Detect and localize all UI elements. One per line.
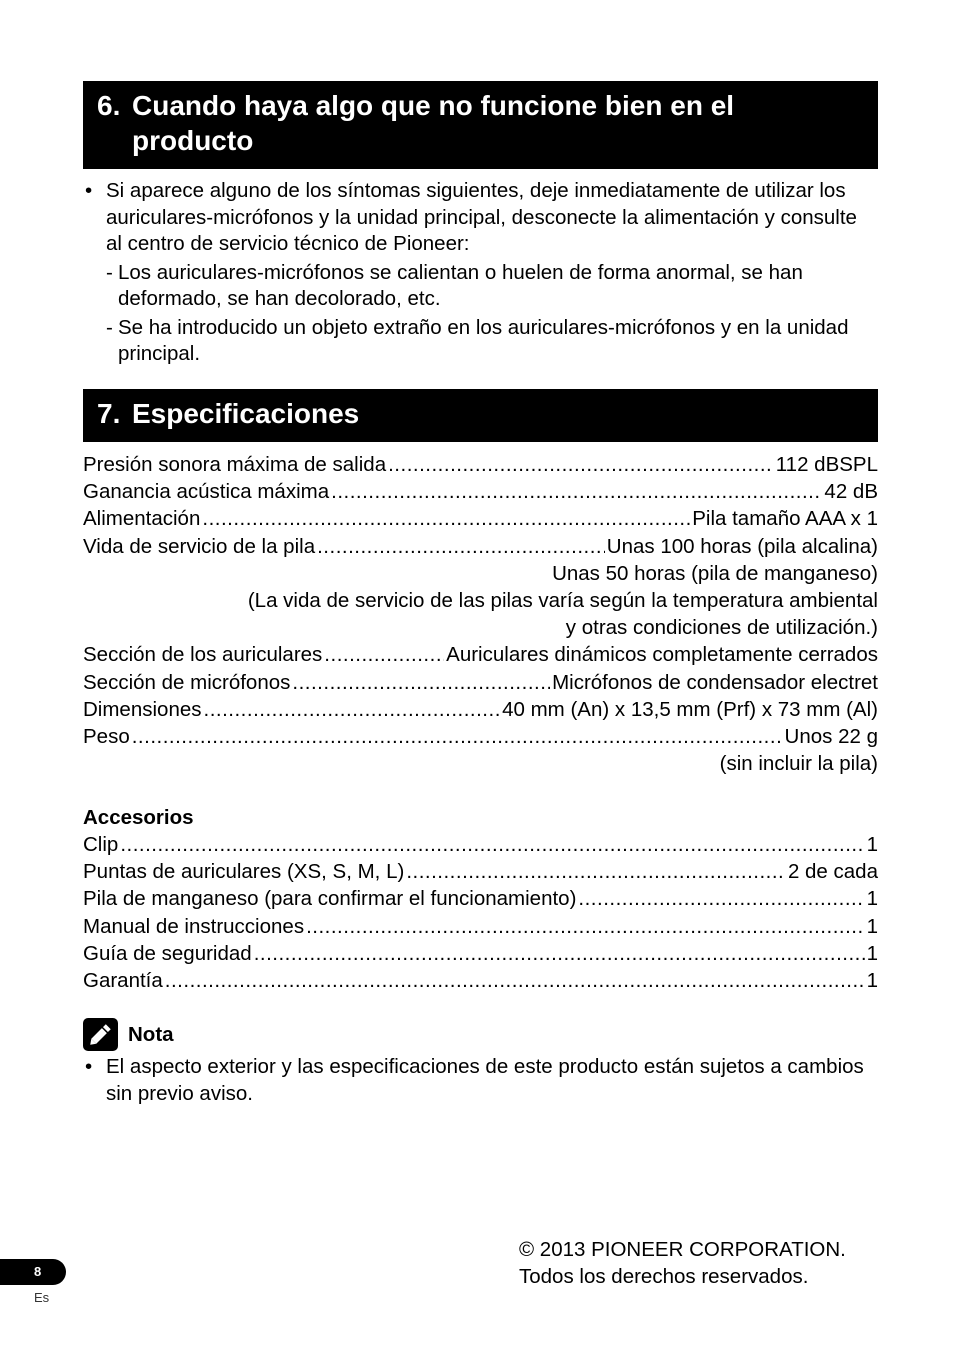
bullet-dot: • [85,1055,93,1078]
language-code: Es [34,1290,50,1305]
copyright-line1: © 2013 PIONEER CORPORATION. [519,1238,846,1261]
note-body [83,1054,878,1107]
bullet-item [83,1054,878,1107]
accessory-label: Guía de seguridad [83,941,252,965]
accessory-row [83,967,878,994]
spec-continuation: y otras condiciones de utilización.) [565,616,878,640]
bullet-item [83,178,878,258]
spec-label: Alimentación [83,507,201,531]
section-7-heading [83,389,878,442]
accessory-row [83,940,878,967]
spec-continuation: (La vida de servicio de las pilas varía según la temperatura ambiental [247,588,878,612]
bullet-dot: • [85,179,93,202]
spec-label: Presión sonora máxima de salida [83,453,387,476]
spec-label: Sección de micrófonos [83,670,291,694]
spec-row [83,641,878,668]
spec-continuation: Unas 50 horas (pila de manganeso) [552,561,878,585]
pencil-icon [83,1018,118,1051]
spec-label: Vida de servicio de la pila [83,534,316,558]
accessory-row [83,885,878,912]
accessory-value: 1 [866,833,878,856]
spec-row [83,505,878,532]
accessory-value: 1 [866,968,878,992]
copyright [519,1236,846,1290]
sub-item-text: Los auriculares-micrófonos se calientan o huelen de forma anormal, se han deformado, se han decolorado, etc. [118,260,803,310]
section-6-number: 6. [97,90,121,121]
spec-label: Sección de los auriculares [83,643,323,667]
accessory-label: Pila de manganeso (para confirmar el funcionamiento) [83,887,577,911]
accessories-heading: Accesorios [83,806,194,829]
spec-row [83,669,878,696]
spec-label: Peso [83,724,130,748]
spec-label: Ganancia acústica máxima [83,480,330,504]
spec-value: Micrófonos de condensador electret [552,670,878,694]
section-6-title-line1: Cuando haya algo que no funcione bien en el [132,90,735,121]
accessory-value: 1 [866,941,878,965]
copyright-line2: Todos los derechos reservados. [519,1265,809,1288]
accessory-value: 1 [866,887,878,911]
bullet-text: Si aparece alguno de los síntomas siguientes, deje inmediatamente de utilizar los auriculares-micrófonos y la unidad principal, desconecte la alimentación y consulte al centro de servicio técnico de Pioneer: [106,179,857,255]
section-7-number: 7. [97,398,121,429]
section-7-title: Especificaciones [132,398,360,429]
spec-list [83,451,878,777]
spec-value: Pila tamaño AAA x 1 [692,507,878,531]
bullet-text: El aspecto exterior y las especificaciones de este producto están sujetos a cambios sin previo aviso. [106,1055,864,1105]
spec-value: Auriculares dinámicos completamente cerrados [446,643,878,667]
spec-value: 112 dBSPL [775,453,878,476]
spec-row [83,451,878,478]
section-6-body [83,178,878,368]
section-6-heading [83,81,878,169]
note-label: Nota [128,1023,174,1046]
accessory-value: 2 de cada [787,860,878,884]
accessory-label: Garantía [83,968,163,992]
accessory-label: Clip [83,833,119,856]
accessory-label: Puntas de auriculares (XS, S, M, L) [83,860,405,884]
accessory-row [83,858,878,885]
accessory-row [83,913,878,940]
spec-value: Unos 22 g [784,724,878,748]
spec-value: 40 mm (An) x 13,5 mm (Prf) x 73 mm (Al) [502,697,878,721]
spec-label: Dimensiones [83,697,202,721]
accessories-list [83,831,878,994]
spec-row [83,478,878,505]
sub-item: - Se ha introducido un objeto extraño en los auriculares-micrófonos y en la unidad principal. [106,315,878,368]
spec-row [83,696,878,723]
sub-item: - Los auriculares-micrófonos se calientan o huelen de forma anormal, se han deformado, se han decolorado, etc. [106,260,878,313]
accessory-label: Manual de instrucciones [83,914,305,938]
page-number: 8 [34,1264,42,1279]
accessory-value: 1 [866,914,878,938]
spec-row [83,533,878,560]
page-number-tab [0,1259,66,1285]
spec-value: 42 dB [824,480,878,504]
section-6-title-line2: producto [132,125,254,156]
sub-item-text: Se ha introducido un objeto extraño en los auriculares-micrófonos y en la unidad principal. [118,315,849,365]
spec-row [83,723,878,750]
accessory-row [83,831,878,858]
spec-value: Unas 100 horas (pila alcalina) [606,534,878,558]
spec-continuation: (sin incluir la pila) [719,752,878,776]
